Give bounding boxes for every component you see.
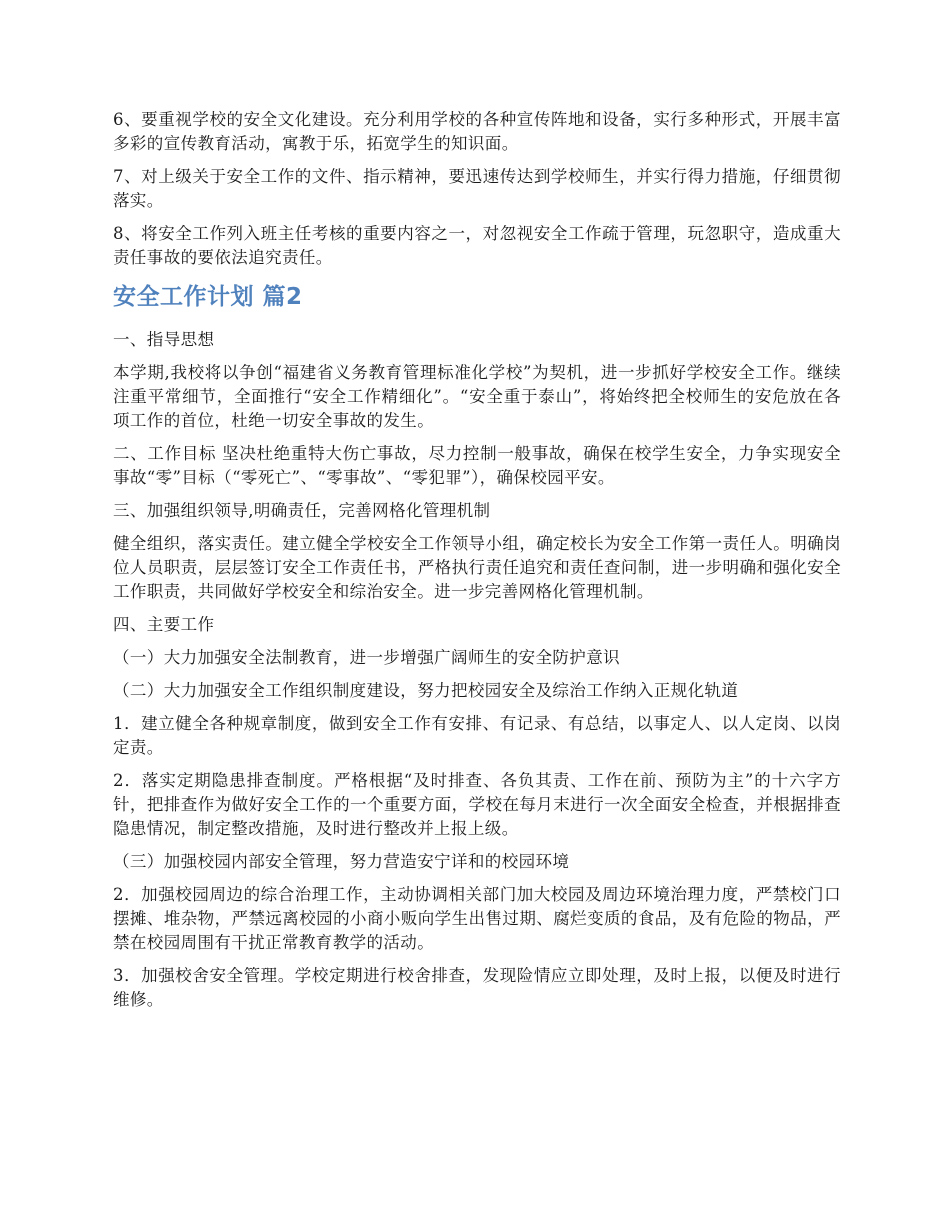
subheading-system-building: （二）大力加强安全工作组织制度建设，努力把校园安全及综治工作纳入正规化轨道 [113, 681, 739, 700]
heading-main-work: 四、主要工作 [113, 615, 215, 634]
paragraph-surroundings: 2．加强校园周边的综合治理工作，主动协调相关部门加大校园及周边环境治理力度，严禁校门口摆摊、堆杂物，严禁远离校园的小商小贩向学生出售过期、腐烂变质的食品，及有危险的物品，严禁在校园周围有干扰正常教育教学的活动。 [113, 885, 841, 952]
section-title: 安全工作计划 篇2 [113, 284, 303, 310]
subheading-legal-education: （一）大力加强安全法制教育，进一步增强广阔师生的安全防护意识 [113, 648, 620, 667]
paragraph-organization: 健全组织，落实责任。建立健全学校安全工作领导小组，确定校长为安全工作第一责任人。明确岗位人员职责，层层签订安全工作责任书，严格执行责任追究和责任查问制，进一步明确和强化安全工作职责，共同做好学校安全和综治安全。进一步完善网格化管理机制。 [113, 534, 841, 601]
paragraph-item-6: 6、要重视学校的安全文化建设。充分利用学校的各种宣传阵地和设备，实行多种形式，开展丰富多彩的宣传教育活动，寓教于乐，拓宽学生的知识面。 [113, 110, 841, 153]
paragraph-building-safety: 3．加强校舍安全管理。学校定期进行校舍排查，发现险情应立即处理，及时上报，以便及时进行维修。 [113, 966, 841, 1009]
paragraph-hazard-inspection: 2．落实定期隐患排查制度。严格根据“及时排查、各负其责、工作在前、预防为主”的十六字方针，把排查作为做好安全工作的一个重要方面，学校在每月末进行一次全面安全检查，并根据排查隐患情况，制定整改措施，及时进行整改并上报上级。 [113, 771, 841, 838]
subheading-internal-safety: （三）加强校园内部安全管理，努力营造安宁详和的校园环境 [113, 852, 570, 871]
paragraph-item-8: 8、将安全工作列入班主任考核的重要内容之一，对忽视安全工作疏于管理，玩忽职守，造成重大责任事故的要依法追究责任。 [113, 224, 841, 267]
heading-organization: 三、加强组织领导,明确责任，完善网格化管理机制 [113, 501, 491, 520]
paragraph-item-7: 7、对上级关于安全工作的文件、指示精神，要迅速传达到学校师生，并实行得力措施，仔细贯彻落实。 [113, 167, 841, 210]
document-page [113, 108, 841, 1021]
paragraph-rules-system: 1．建立健全各种规章制度，做到安全工作有安排、有记录、有总结，以事定人、以人定岗、以岗定责。 [113, 714, 841, 757]
paragraph-work-goals: 二、工作目标 坚决杜绝重特大伤亡事故，尽力控制一般事故，确保在校学生安全，力争实现安全事故“零”目标（“零死亡”、“零事故”、“零犯罪”），确保校园平安。 [113, 444, 841, 487]
heading-guiding-ideology: 一、指导思想 [113, 330, 215, 349]
paragraph-guiding-ideology: 本学期,我校将以争创“福建省义务教育管理标准化学校”为契机，进一步抓好学校安全工作。继续注重平常细节，全面推行“安全工作精细化”。“安全重于泰山”，将始终把全校师生的安危放在各项工作的首位，杜绝一切安全事故的发生。 [113, 363, 841, 430]
